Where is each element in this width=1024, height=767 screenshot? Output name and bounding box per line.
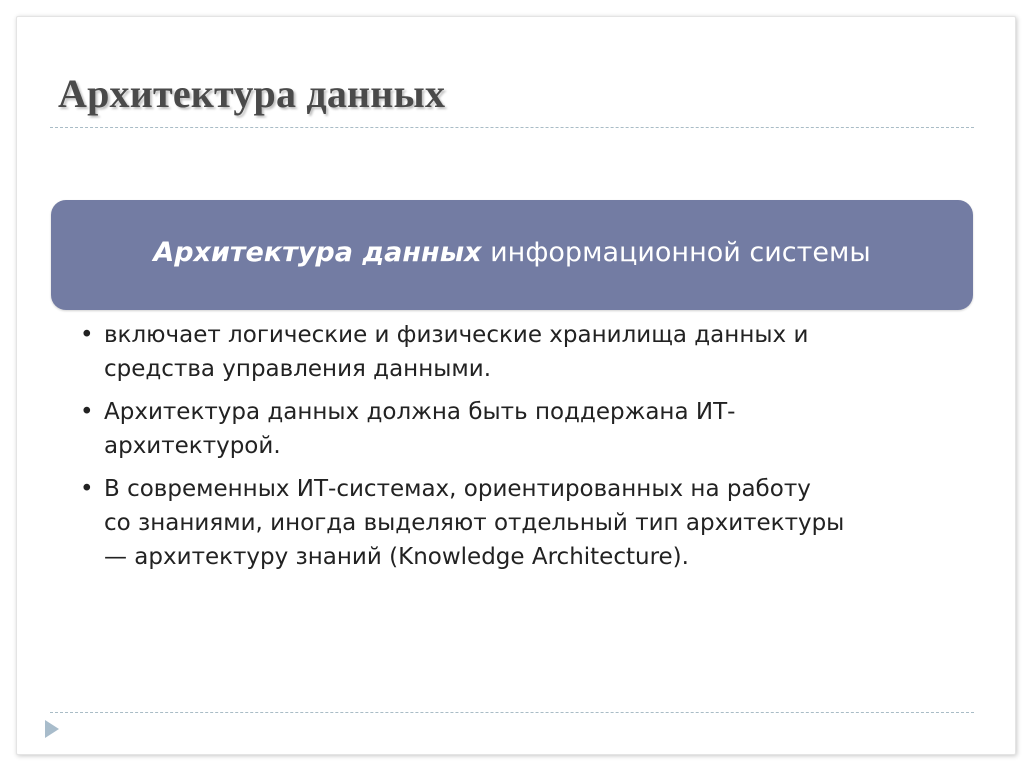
bullet-line: включает логические и физические хранилища данных и [104, 322, 809, 348]
footer-divider [50, 712, 974, 713]
banner-emphasis: Архитектура данных [153, 236, 482, 268]
banner-text [153, 237, 870, 268]
bullet-line: В современных ИТ-системах, ориентированных на работу [104, 476, 811, 502]
title-divider [50, 127, 974, 128]
bullet-item [79, 395, 979, 463]
play-triangle-icon[interactable] [45, 720, 59, 738]
bullet-line: архитектурой. [104, 433, 281, 459]
bullet-marker: • [80, 476, 94, 502]
bullet-marker: • [80, 399, 94, 425]
bullet-line: — архитектуру знаний (Knowledge Architecture). [104, 544, 689, 570]
bullet-line: со знаниями, иногда выделяют отдельный тип архитектуры [104, 510, 845, 536]
bullet-line: средства управления данными. [104, 356, 492, 382]
bullet-marker: • [80, 322, 94, 348]
bullet-item [79, 472, 979, 574]
bullet-item [79, 318, 979, 386]
slide-title: Архитектура данных [58, 71, 446, 116]
banner-rest: информационной системы [481, 236, 871, 268]
bullet-list [79, 318, 979, 583]
bullet-line: Архитектура данных должна быть поддержана ИТ- [104, 399, 736, 425]
definition-banner [51, 200, 973, 310]
